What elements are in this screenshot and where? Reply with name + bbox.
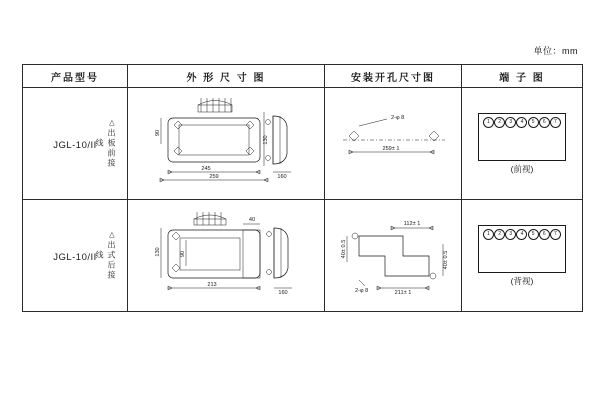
terminal-pin-strip-2: [482, 229, 562, 240]
terminal-pin: 1: [483, 229, 494, 240]
dim-depth: 160: [277, 174, 287, 180]
dim-height-left-2: 130: [155, 247, 161, 257]
outline-drawing-2: [128, 200, 324, 311]
terminal-pin: 7: [550, 229, 561, 240]
dim-height-a: 40± 0.5: [341, 239, 347, 259]
terminal-pin-strip-1: [482, 117, 562, 128]
cutout-drawing-2: [325, 200, 461, 311]
terminal-caption-2: (背视): [510, 275, 534, 286]
cutout-svg-2: [325, 200, 461, 310]
dim-width-inner: 245: [201, 166, 211, 172]
model-name: JGL-10/II: [53, 251, 97, 263]
header-outline: 外 形 尺 寸 图: [128, 65, 325, 88]
header-cutout: 安装开孔尺寸图: [325, 65, 462, 88]
unit-note: 单位：mm: [533, 46, 578, 56]
cutout-svg-1: [325, 88, 461, 198]
terminal-cell-1: [462, 88, 583, 200]
terminal-pin: 5: [528, 117, 539, 128]
triangle-marker-icon: △: [108, 230, 115, 241]
mount-label-2: [93, 228, 117, 284]
terminal-pin: 2: [494, 229, 505, 240]
dim-span-2: 211± 1: [394, 290, 412, 296]
model-name: JGL-10/II: [53, 139, 97, 151]
model-cell-1: [23, 88, 128, 200]
spec-table: [22, 64, 583, 312]
cutout-drawing-1: [325, 88, 461, 199]
cutout-cell-2: [325, 200, 462, 312]
dim-width-outer-2: 213: [207, 282, 217, 288]
outline-drawing-1: [128, 88, 324, 199]
mount-text: 出式后接线: [95, 240, 116, 281]
dim-height-right: 130: [263, 135, 269, 145]
table-row: [23, 88, 583, 200]
terminal-pin: 4: [516, 229, 527, 240]
terminal-box-2: [478, 225, 566, 273]
terminal-pin: 6: [539, 117, 550, 128]
terminal-pin: 4: [516, 117, 527, 128]
mount-text: 出板前接线: [95, 128, 116, 169]
dim-height-b: 40± 0.5: [443, 250, 449, 270]
dim-height-left: 90: [155, 129, 161, 137]
mount-label-1: [93, 116, 117, 172]
hole-note-2: 2-φ 8: [355, 288, 369, 294]
dim-top: 40: [248, 217, 256, 223]
table-row: [23, 200, 583, 312]
terminal-box-1: [478, 113, 566, 161]
terminal-pin: 1: [483, 117, 494, 128]
hole-note: 2-φ 8: [391, 115, 405, 121]
cutout-cell-1: [325, 88, 462, 200]
terminal-cell-2: [462, 200, 583, 312]
terminal-pin: 6: [539, 229, 550, 240]
table-header-row: [23, 65, 583, 88]
dim-depth-2: 160: [278, 290, 288, 296]
outline-cell-2: [128, 200, 325, 312]
terminal-pin: 7: [550, 117, 561, 128]
terminal-pin: 2: [494, 117, 505, 128]
terminal-pin: 3: [505, 229, 516, 240]
dim-span-top: 112± 1: [403, 221, 421, 227]
dim-span: 259± 1: [382, 146, 400, 152]
header-model: 产品型号: [23, 65, 128, 88]
terminal-pin: 3: [505, 117, 516, 128]
terminal-pin: 5: [528, 229, 539, 240]
header-terminal: 端 子 图: [462, 65, 583, 88]
dim-width-outer: 259: [209, 174, 219, 180]
outline-cell-1: [128, 88, 325, 200]
dim-height-inner-2: 90: [180, 250, 186, 258]
triangle-marker-icon: △: [108, 118, 115, 129]
outline-svg-1: [128, 88, 324, 198]
model-cell-2: [23, 200, 128, 312]
outline-svg-2: [128, 200, 324, 310]
terminal-caption-1: (前视): [510, 163, 534, 174]
